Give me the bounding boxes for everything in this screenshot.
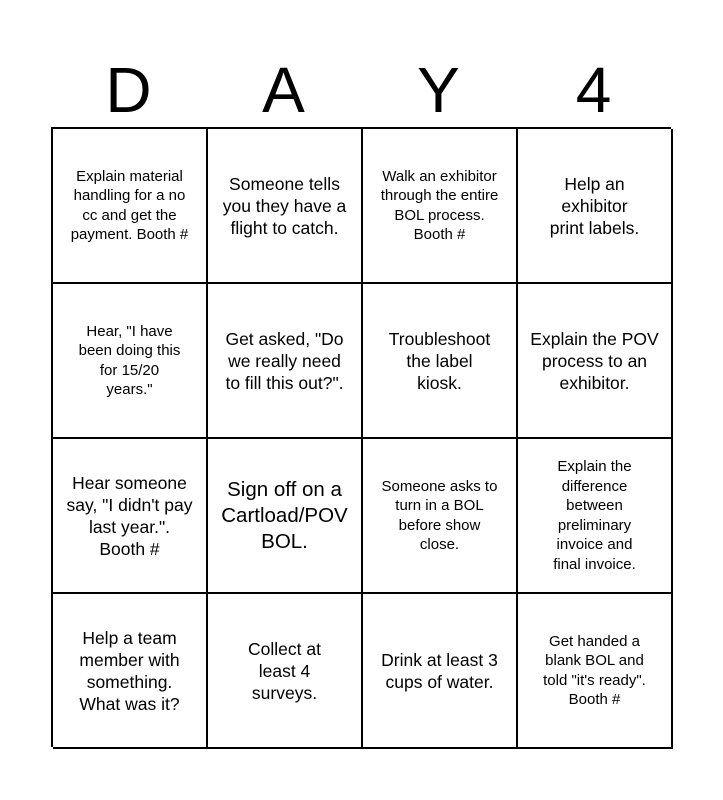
bingo-cell[interactable] xyxy=(363,129,518,284)
bingo-cell-text: Hear someone say, "I didn't pay last year.". Booth # xyxy=(66,472,193,559)
bingo-cell-text: Hear, "I have been doing this for 15/20 years." xyxy=(78,322,181,398)
bingo-cell[interactable] xyxy=(208,129,363,284)
bingo-cell[interactable] xyxy=(518,129,673,284)
bingo-grid xyxy=(51,127,671,747)
header-letter-4: 4 xyxy=(575,54,612,126)
bingo-cell-text: Someone asks to turn in a BOL before show close. xyxy=(381,477,498,553)
bingo-cell-text: Help an exhibitor print labels. xyxy=(549,173,640,238)
header-letter-d: D xyxy=(105,54,152,126)
bingo-cell[interactable] xyxy=(518,439,673,594)
bingo-cell[interactable] xyxy=(53,594,208,749)
bingo-cell[interactable] xyxy=(518,594,673,749)
bingo-cell-text: Get handed a blank BOL and told "it's ready". Booth # xyxy=(543,632,646,708)
bingo-cell-text: Explain the POV process to an exhibitor. xyxy=(530,328,659,393)
bingo-cell[interactable] xyxy=(53,284,208,439)
bingo-cell[interactable] xyxy=(363,439,518,594)
bingo-cell[interactable] xyxy=(53,439,208,594)
bingo-cell[interactable] xyxy=(208,594,363,749)
header-letter-y: Y xyxy=(417,54,460,126)
bingo-cell-text: Walk an exhibitor through the entire BOL process. Booth # xyxy=(380,167,499,243)
bingo-cell[interactable] xyxy=(208,439,363,594)
bingo-cell-text: Someone tells you they have a flight to catch. xyxy=(222,173,347,238)
bingo-cell[interactable] xyxy=(53,129,208,284)
bingo-cell-text: Explain material handling for a no cc and get the payment. Booth # xyxy=(70,167,189,243)
bingo-cell-text: Drink at least 3 cups of water. xyxy=(381,649,498,692)
bingo-cell[interactable] xyxy=(363,594,518,749)
bingo-cell-text: Help a team member with something. What was it? xyxy=(79,627,180,714)
bingo-cell-text: Troubleshoot the label kiosk. xyxy=(388,328,491,393)
bingo-cell[interactable] xyxy=(518,284,673,439)
bingo-cell-text: Collect at least 4 surveys. xyxy=(248,638,321,703)
bingo-header xyxy=(51,52,671,128)
bingo-cell[interactable] xyxy=(363,284,518,439)
bingo-cell-text: Sign off on a Cartload/POV BOL. xyxy=(221,477,348,553)
bingo-cell-text: Get asked, "Do we really need to fill this out?". xyxy=(225,328,344,393)
bingo-cell-text: Explain the difference between preliminary invoice and final invoice. xyxy=(553,458,636,573)
header-letter-a: A xyxy=(262,54,305,126)
bingo-cell[interactable] xyxy=(208,284,363,439)
